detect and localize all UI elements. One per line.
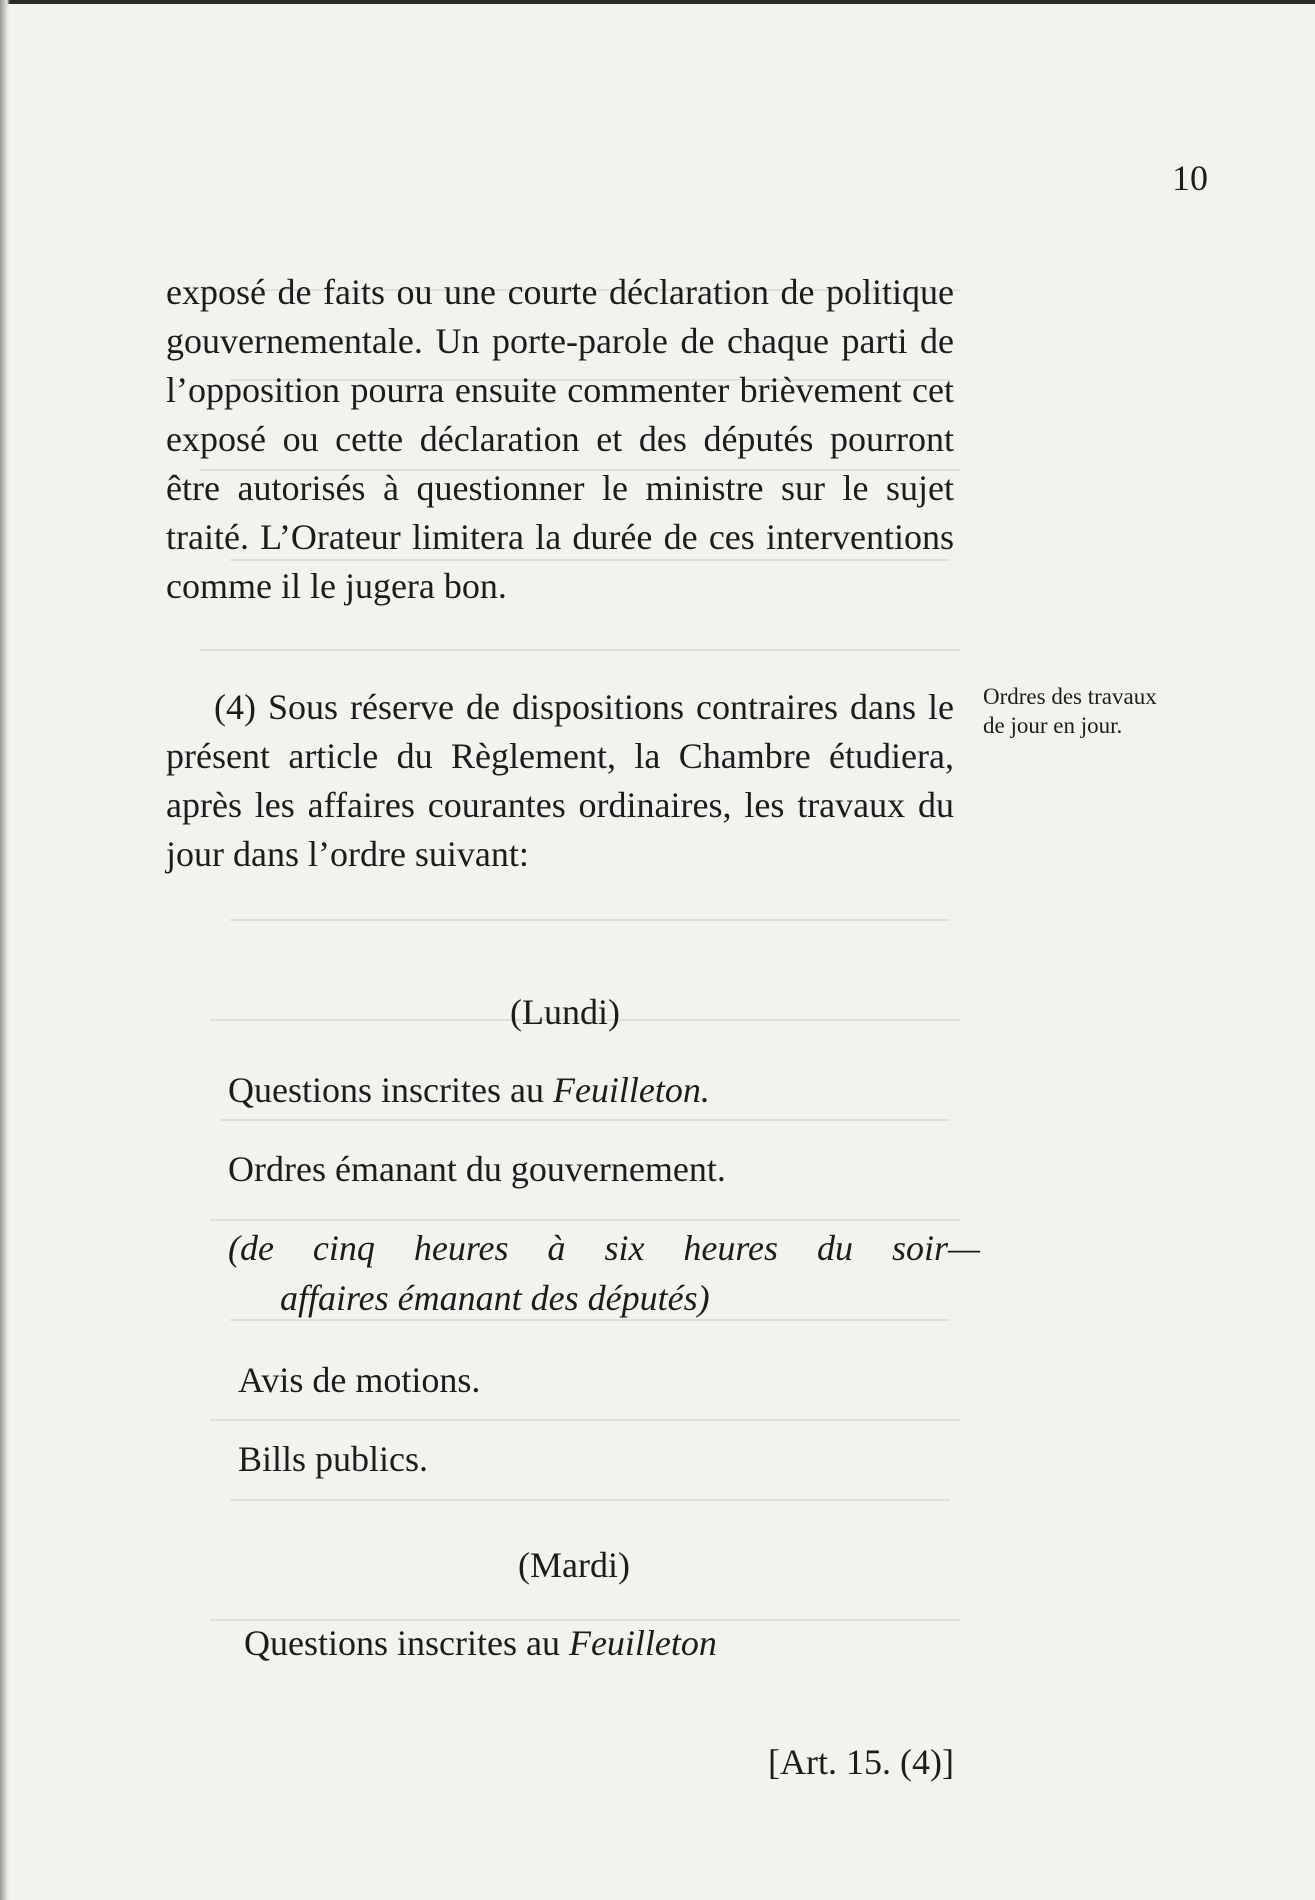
tuesday-heading: [518, 1543, 630, 1587]
page-number: 10: [1172, 158, 1208, 198]
tuesday-questions: [244, 1621, 717, 1665]
government-orders: Ordres émanant du gouvernement.: [228, 1149, 726, 1189]
tuesday-heading-text: (Mardi): [518, 1545, 630, 1585]
notices-of-motions: Avis de motions.: [238, 1360, 481, 1400]
monday-heading: [510, 990, 620, 1034]
public-bills: Bills publics.: [238, 1439, 429, 1479]
monday-heading-text: (Lundi): [510, 992, 620, 1032]
feuilleton-title: Feuilleton: [568, 1623, 717, 1663]
binding-shadow: [0, 0, 10, 1900]
footer-article-reference: [Art. 15. (4)]: [768, 1742, 954, 1782]
questions-label: Questions inscrites au: [244, 1623, 569, 1663]
monday-questions: [228, 1068, 710, 1112]
hours-note-line-2: affaires émanant des députés): [280, 1278, 710, 1318]
paragraph-continuation: exposé de faits ou une courte déclaration de politique gouvernementale. Un porte-parole de chaque parti de l’opposition pourra ensuite commenter brièvement cet exposé ou cette déclaration et des députés pourront être autorisés à questionner le ministre sur le sujet traité. L’Orateur limitera la durée de ces interventions comme il le jugera bon.: [166, 272, 954, 606]
hours-note-line-1: (de cinq heures à six heures du soir—: [228, 1228, 980, 1268]
paragraph-rule-4: (4) Sous réserve de dispositions contraires dans le présent article du Règlement, la Chambre étudiera, après les affaires courantes ordinaires, les travaux du jour dans l’ordre suivant:: [166, 687, 954, 874]
feuilleton-title: Feuilleton.: [552, 1070, 710, 1110]
top-edge-rule: [0, 0, 1315, 4]
questions-label: Questions inscrites au: [228, 1070, 553, 1110]
margin-note: Ordres des travaux de jour en jour.: [983, 684, 1157, 738]
